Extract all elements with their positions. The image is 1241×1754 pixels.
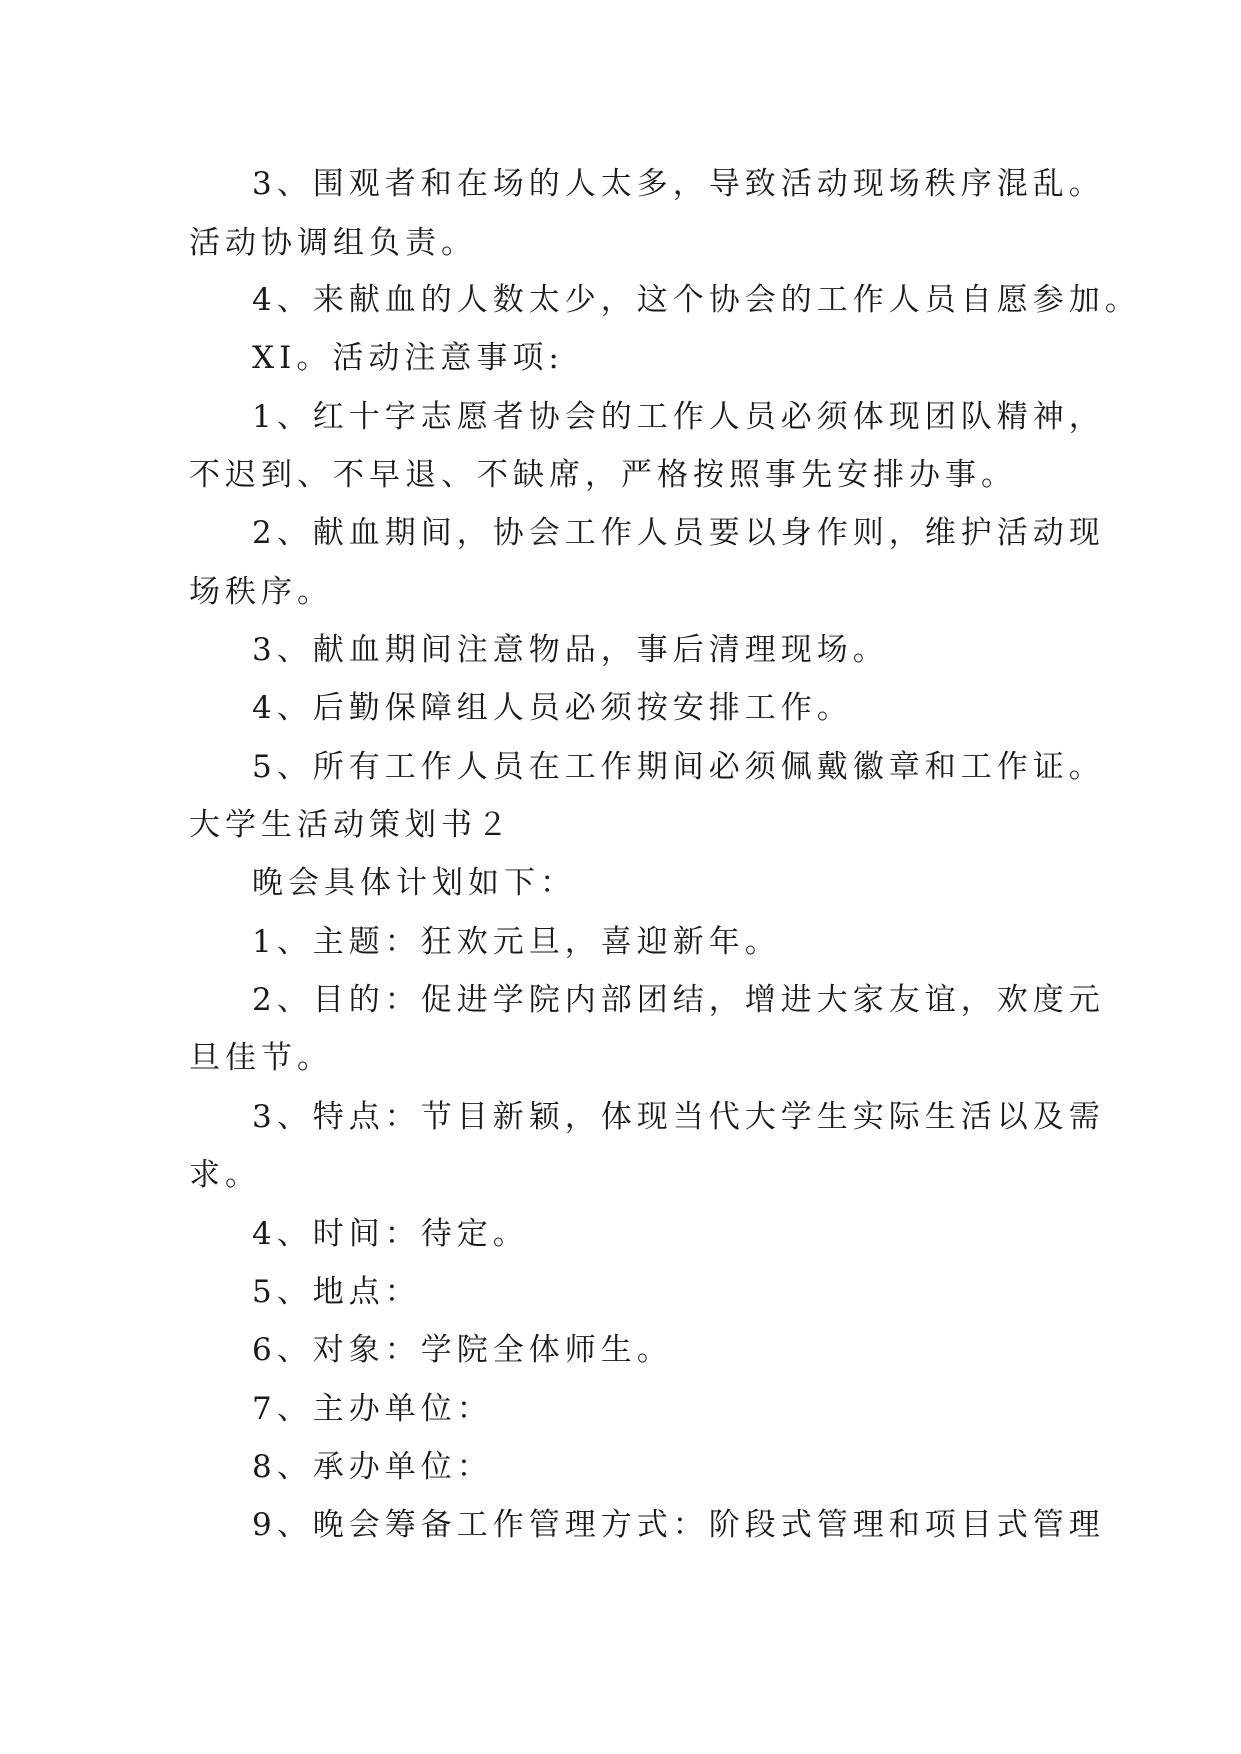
text-line: 1、红十字志愿者协会的工作人员必须体现团队精神，: [252, 399, 1105, 435]
text-line: 旦佳节。: [189, 1040, 333, 1076]
text-line: 晚会具体计划如下：: [252, 865, 576, 901]
text-line: 活动协调组负责。: [189, 225, 477, 261]
section-heading: XI。活动注意事项:: [252, 340, 564, 376]
text-line: 5、所有工作人员在工作期间必须佩戴徽章和工作证。: [252, 749, 1105, 785]
text-line: 求。: [189, 1157, 261, 1193]
text-line: 4、时间：待定。: [252, 1216, 529, 1252]
text-line: 5、地点：: [252, 1274, 421, 1310]
text-line: 3、献血期间注意物品，事后清理现场。: [252, 632, 889, 668]
text-line: 4、来献血的人数太少，这个协会的工作人员自愿参加。: [252, 282, 1141, 318]
text-line: 2、献血期间，协会工作人员要以身作则，维护活动现: [252, 515, 1105, 551]
text-line: 8、承办单位：: [252, 1449, 493, 1485]
text-line: 9、晚会筹备工作管理方式：阶段式管理和项目式管理: [252, 1507, 1105, 1543]
text-line: 3、特点：节目新颖，体现当代大学生实际生活以及需: [252, 1099, 1105, 1135]
text-line: 1、主题：狂欢元旦，喜迎新年。: [252, 924, 781, 960]
text-line: 2、目的：促进学院内部团结，增进大家友谊，欢度元: [252, 982, 1105, 1018]
text-line: 7、主办单位：: [252, 1391, 493, 1427]
text-line: 场秩序。: [189, 574, 333, 610]
text-line: 4、后勤保障组人员必须按安排工作。: [252, 690, 853, 726]
text-line: 不迟到、不早退、不缺席，严格按照事先安排办事。: [189, 457, 1017, 493]
document-title: 大学生活动策划书２: [189, 807, 513, 843]
text-line: 3、围观者和在场的人太多，导致活动现场秩序混乱。: [252, 166, 1105, 202]
text-line: 6、对象：学院全体师生。: [252, 1332, 673, 1368]
